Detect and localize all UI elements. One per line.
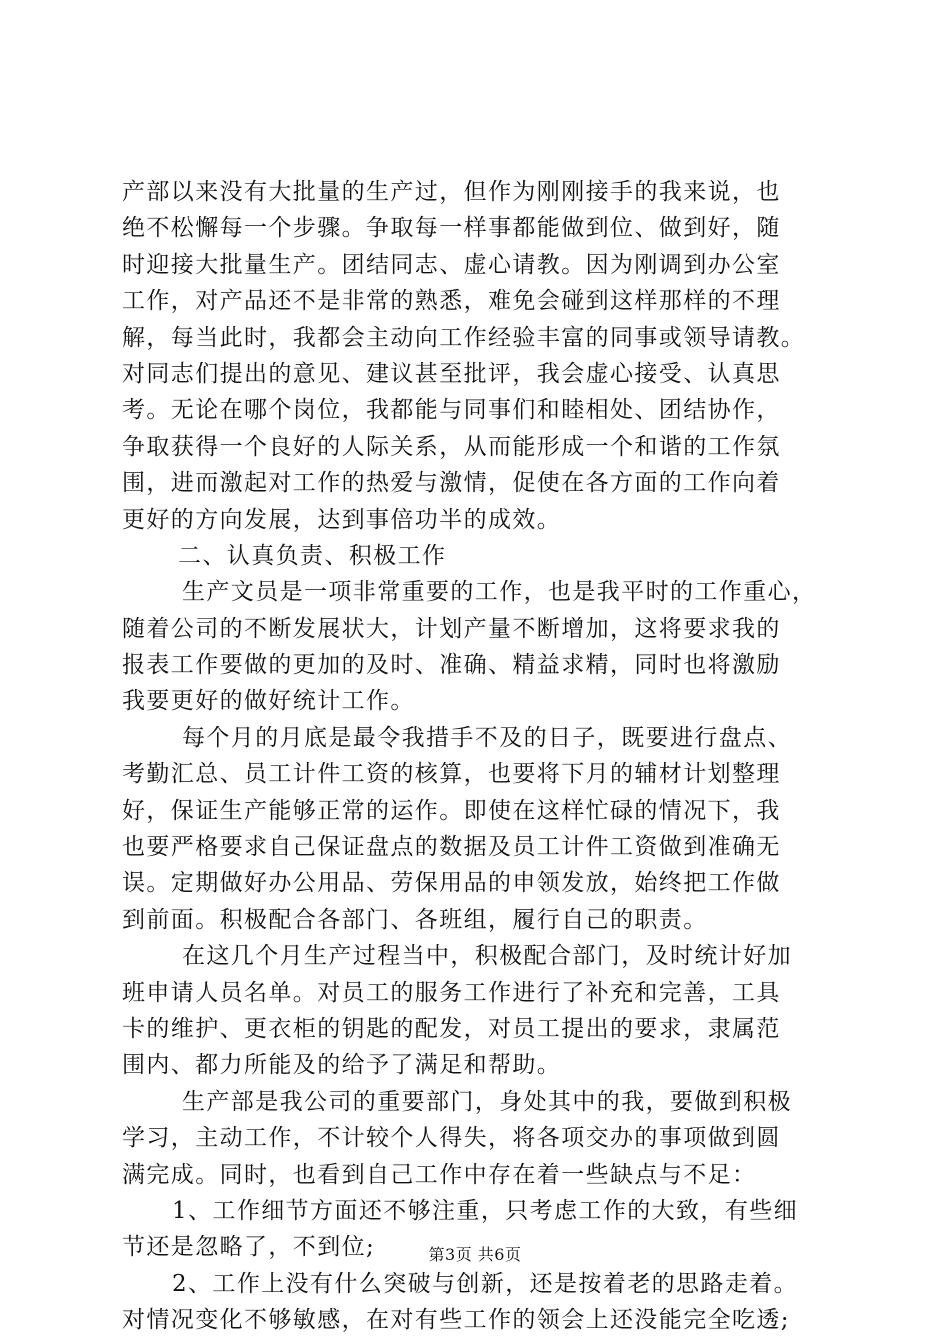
text-line: 考勤汇总、员工计件工资的核算，也要将下月的辅材计划整理 [122,761,781,788]
text-line: 生产文员是一项非常重要的工作，也是我平时的工作重心， [182,579,817,606]
text-line: 学习，主动工作，不计较个人得失，将各项交办的事项做到圆 [122,1125,781,1152]
text-line: 每个月的月底是最令我措手不及的日子，既要进行盘点、 [182,724,792,751]
text-line: 绝不松懈每一个步骤。争取每一样事都能做到位、做到好，随 [122,215,781,242]
text-line: 工作，对产品还不是非常的熟悉，难免会碰到这样那样的不理 [122,288,781,315]
text-line: 争取获得一个良好的人际关系，从而能形成一个和谐的工作氛 [122,433,781,460]
text-line: 更好的方向发展，达到事倍功半的成效。 [122,506,562,533]
text-line: 围内、都力所能及的给予了满足和帮助。 [122,1052,562,1079]
text-line: 二、认真负责、积极工作 [178,542,447,569]
text-line: 时迎接大批量生产。团结同志、虚心请教。因为刚调到办公室 [122,251,781,278]
text-line: 产部以来没有大批量的生产过，但作为刚刚接手的我来说，也 [122,179,781,205]
text-line: 满完成。同时，也看到自己工作中存在着一些缺点与不足： [122,1161,757,1188]
text-line: 2、工作上没有什么突破与创新，还是按着老的思路走着。 [172,1270,799,1297]
text-line: 考。无论在哪个岗位，我都能与同事们和睦相处、团结协作， [122,397,781,424]
text-line: 随着公司的不断发展状大，计划产量不断增加，这将要求我的 [122,615,781,642]
text-line: 1、工作细节方面还不够注重，只考虑工作的大致，有些细 [172,1197,799,1224]
text-line: 班申请人员名单。对员工的服务工作进行了补充和完善，工具 [122,979,781,1006]
text-line: 在这几个月生产过程当中，积极配合部门，及时统计好加 [182,943,792,970]
text-line: 生产部是我公司的重要部门，身处其中的我，要做到积极 [182,1088,792,1115]
text-line: 我要更好的做好统计工作。 [122,688,415,715]
text-line: 解，每当此时，我都会主动向工作经验丰富的同事或领导请教。 [122,324,806,351]
text-line: 对同志们提出的意见、建议甚至批评，我会虚心接受、认真思 [122,360,781,387]
text-line: 卡的维护、更衣柜的钥匙的配发，对员工提出的要求，隶属范 [122,1015,781,1042]
text-line: 到前面。积极配合各部门、各班组，履行自己的职责。 [122,906,708,933]
text-line: 围，进而激起对工作的热爱与激情，促使在各方面的工作向着 [122,470,781,497]
text-line: 也要严格要求自己保证盘点的数据及员工计件工资做到准确无 [122,834,781,861]
page-footer: 第3页 共6页 [428,1245,522,1264]
text-line: 对情况变化不够敏感，在对有些工作的领会上还没能完全吃透; [122,1307,790,1334]
text-line: 报表工作要做的更加的及时、准确、精益求精，同时也将激励 [122,652,781,679]
text-line: 好，保证生产能够正常的运作。即使在这样忙碌的情况下，我 [122,797,781,824]
text-line: 误。定期做好办公用品、劳保用品的申领发放，始终把工作做 [122,870,781,897]
text-line: 节还是忽略了，不到位; [122,1234,376,1261]
document-body [122,174,842,1339]
